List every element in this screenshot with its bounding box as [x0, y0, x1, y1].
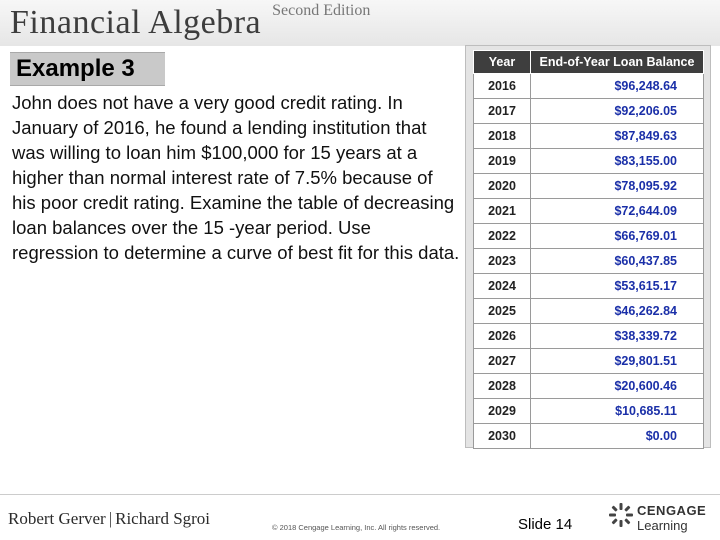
year-cell: 2027 [474, 349, 531, 374]
table-row [474, 124, 704, 149]
problem-text: John does not have a very good credit rating. In January of 2016, he found a lending institution that was willing to loan him $100,000 for 15 years at a higher than normal interest rate of 7.5% because of his poor credit rating. Examine the table of decreasing loan balances over the 15 -year period. Use regression to determine a curve of best fit for this data. [12, 92, 460, 263]
balance-cell: $10,685.11 [531, 399, 704, 424]
balance-cell: $46,262.84 [531, 299, 704, 324]
balance-cell: $53,615.17 [531, 274, 704, 299]
year-cell: 2019 [474, 149, 531, 174]
year-cell: 2021 [474, 199, 531, 224]
balance-cell: $78,095.92 [531, 174, 704, 199]
author-1: Robert Gerver [8, 509, 106, 528]
copyright-notice: © 2018 Cengage Learning, Inc. All rights reserved. [272, 523, 441, 532]
loan-balance-table [473, 50, 704, 449]
cengage-starburst-icon [608, 502, 634, 528]
balance-cell: $20,600.46 [531, 374, 704, 399]
year-cell: 2023 [474, 249, 531, 274]
year-cell: 2030 [474, 424, 531, 449]
table-row [474, 274, 704, 299]
balance-cell: $0.00 [531, 424, 704, 449]
year-cell: 2018 [474, 124, 531, 149]
header-bar [0, 0, 720, 46]
table-row [474, 299, 704, 324]
footer-divider [0, 494, 720, 495]
slide-number: Slide 14 [518, 516, 573, 533]
balance-column-header: End-of-Year Loan Balance [531, 51, 704, 74]
table-row [474, 149, 704, 174]
table-row [474, 224, 704, 249]
table-row [474, 74, 704, 99]
year-cell: 2025 [474, 299, 531, 324]
year-cell: 2026 [474, 324, 531, 349]
balance-cell: $96,248.64 [531, 74, 704, 99]
year-column-header: Year [474, 51, 531, 74]
table-body [474, 74, 704, 449]
table-row [474, 399, 704, 424]
balance-cell: $60,437.85 [531, 249, 704, 274]
example-label-box [10, 52, 165, 86]
authors [8, 509, 210, 529]
table-row [474, 349, 704, 374]
balance-cell: $66,769.01 [531, 224, 704, 249]
year-cell: 2022 [474, 224, 531, 249]
balance-cell: $87,849.63 [531, 124, 704, 149]
balance-cell: $29,801.51 [531, 349, 704, 374]
book-title [10, 2, 370, 42]
table-row [474, 324, 704, 349]
year-cell: 2020 [474, 174, 531, 199]
table-header-row [474, 51, 704, 74]
table-row [474, 199, 704, 224]
table-row [474, 374, 704, 399]
table-row [474, 99, 704, 124]
learning-wordmark: Learning [637, 518, 688, 533]
year-cell: 2029 [474, 399, 531, 424]
table-row [474, 249, 704, 274]
year-cell: 2017 [474, 99, 531, 124]
cengage-wordmark: CENGAGE [637, 503, 707, 518]
balance-cell: $72,644.09 [531, 199, 704, 224]
table-row [474, 174, 704, 199]
balance-cell: $38,339.72 [531, 324, 704, 349]
table-row [474, 424, 704, 449]
edition-label: Second Edition [272, 2, 371, 19]
balance-cell: $92,206.05 [531, 99, 704, 124]
year-cell: 2024 [474, 274, 531, 299]
balance-cell: $83,155.00 [531, 149, 704, 174]
book-title-text: Financial Algebra [10, 4, 262, 41]
author-2: Richard Sgroi [115, 509, 211, 528]
year-cell: 2028 [474, 374, 531, 399]
author-separator: | [108, 509, 113, 528]
example-label: Example 3 [16, 55, 135, 82]
loan-balance-table-panel [465, 45, 711, 448]
year-cell: 2016 [474, 74, 531, 99]
